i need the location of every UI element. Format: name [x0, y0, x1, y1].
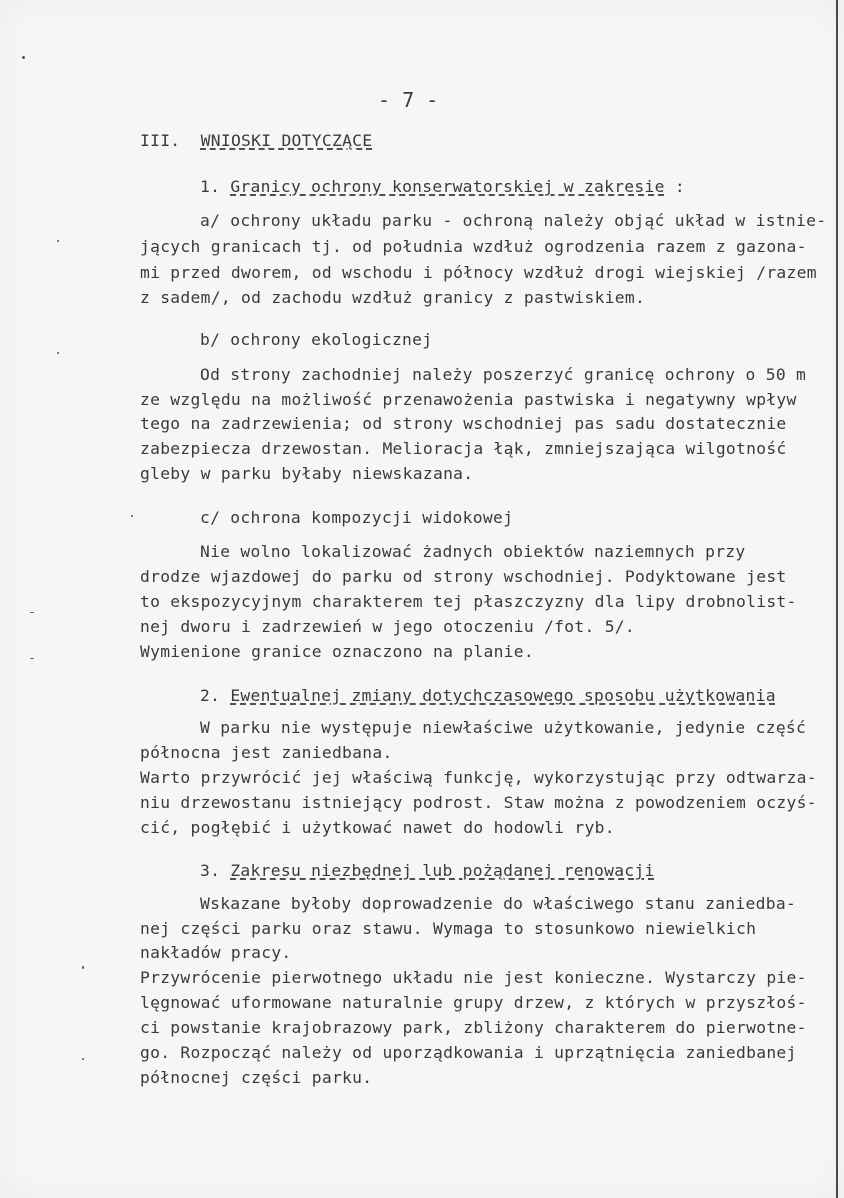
- item1c-line: to ekspozycyjnym charakterem tej płaszczyzny dla lipy drobnolist-: [140, 592, 797, 611]
- item1c-line: Wymienione granice oznaczono na planie.: [140, 642, 534, 661]
- scan-speck: [82, 1058, 84, 1060]
- item3-title: Zakresu niezbędnej lub pożądanej renowacji: [230, 861, 655, 880]
- item3-line: nej części parku oraz stawu. Wymaga to stosunkowo niewielkich: [140, 919, 757, 938]
- section-title: WNIOSKI DOTYCZĄCE: [200, 131, 373, 150]
- section-heading: [140, 130, 372, 152]
- section-numeral: III.: [140, 131, 181, 150]
- item1-heading: [200, 176, 685, 198]
- item1-colon: :: [674, 177, 685, 196]
- item3-number: 3.: [200, 861, 221, 880]
- scan-speck: [22, 56, 25, 59]
- scan-speck: [131, 515, 133, 517]
- item3-line: północnej części parku.: [140, 1068, 373, 1087]
- item1c-line: drodze wjazdowej do parku od strony wschodniej. Podyktowane jest: [140, 567, 787, 586]
- item3-line: lęgnować uformowane naturalnie grupy drzew, z których w przyszłoś-: [140, 993, 807, 1012]
- item1c-heading: c/ ochrona kompozycji widokowej: [200, 508, 514, 527]
- item1a-line: jących granicach tj. od południa wzdłuż ogrodzenia razem z gazona-: [140, 237, 807, 256]
- item2-line: cić, pogłębić i użytkować nawet do hodowli ryb.: [140, 818, 615, 837]
- scan-speck: [57, 240, 59, 242]
- item1a-line: mi przed dworem, od wschodu i północy wzdłuż drogi wiejskiej /razem: [140, 263, 817, 282]
- item2-line: W parku nie występuje niewłaściwe użytkowanie, jedynie część: [200, 718, 807, 737]
- item1b-line: tego na zadrzewienia; od strony wschodniej pas sadu dostatecznie: [140, 414, 787, 433]
- item1b-line: ze względu na możliwość przenawożenia pastwiska i negatywny wpływ: [140, 390, 797, 409]
- item2-line: Warto przywrócić jej właściwą funkcję, wykorzystując przy odtwarza-: [140, 768, 817, 787]
- item2-line: północna jest zaniedbana.: [140, 743, 393, 762]
- item2-title: Ewentualnej zmiany dotychczasowego sposobu użytkowania: [230, 686, 776, 705]
- item3-line: Przywrócenie pierwotnego układu nie jest konieczne. Wystarczy pie-: [140, 968, 807, 987]
- item1c-line: nej dworu i zadrzewień w jego otoczeniu /fot. 5/.: [140, 617, 636, 636]
- scan-speck: [30, 612, 34, 613]
- item1a-line: z sadem/, od zachodu wzdłuż granicy z pastwiskiem.: [140, 288, 646, 307]
- item3-line: Wskazane byłoby doprowadzenie do właściwego stanu zaniedba-: [200, 894, 797, 913]
- page-number: - 7 -: [378, 88, 439, 112]
- item1c-line: Nie wolno lokalizować żadnych obiektów naziemnych przy: [200, 542, 746, 561]
- scan-speck: [82, 966, 84, 969]
- item3-heading: [200, 860, 655, 882]
- item1-number: 1.: [200, 177, 221, 196]
- page-edge-line: [836, 0, 838, 1198]
- item1b-line: Od strony zachodniej należy poszerzyć granicę ochrony o 50 m: [200, 365, 807, 384]
- item3-line: nakładów pracy.: [140, 943, 292, 962]
- item2-line: niu drzewostanu istniejący podrost. Staw można z powodzeniem oczyś-: [140, 793, 817, 812]
- item1-title: Granicy ochrony konserwatorskiej w zakresie: [230, 177, 665, 196]
- item1a-line: a/ ochrony układu parku - ochroną należy objąć układ w istnie-: [200, 211, 827, 230]
- item1b-line: gleby w parku byłaby niewskazana.: [140, 464, 474, 483]
- item3-line: go. Rozpocząć należy od uporządkowania i uprzątnięcia zaniedbanej: [140, 1043, 797, 1062]
- scan-speck: [30, 658, 34, 659]
- item2-heading: [200, 685, 776, 707]
- item1b-line: zabezpiecza drzewostan. Melioracja łąk, zmniejszająca wilgotność: [140, 439, 787, 458]
- item2-number: 2.: [200, 686, 221, 705]
- item3-line: ci powstanie krajobrazowy park, zbliżony charakterem do pierwotne-: [140, 1018, 807, 1037]
- scan-speck: [57, 352, 59, 354]
- item1b-heading: b/ ochrony ekologicznej: [200, 330, 433, 349]
